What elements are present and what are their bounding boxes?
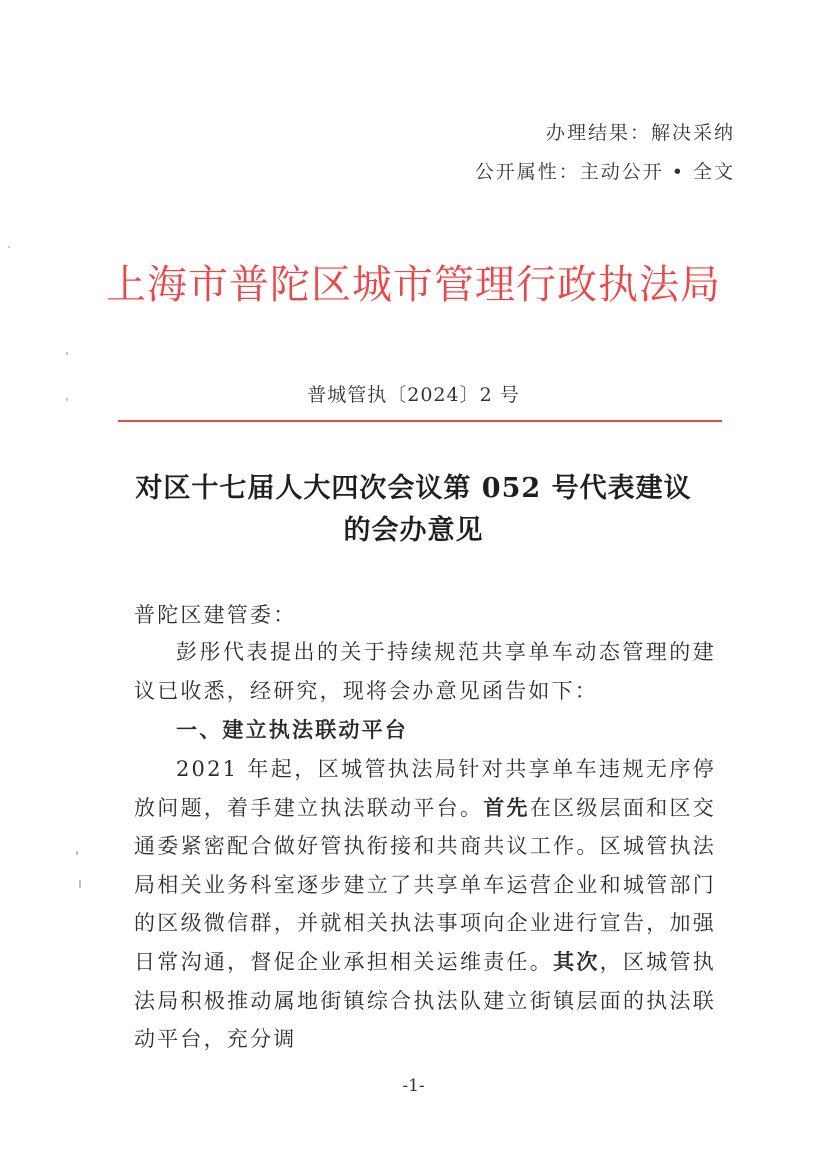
agency-name: 上海市普陀区城市管理行政执法局 xyxy=(106,262,721,308)
salutation-text: 普陀区建管委： xyxy=(134,603,297,627)
red-divider xyxy=(118,420,722,422)
emphasis-second: 其次 xyxy=(553,948,600,974)
section-text-part-2: 在区级层面和区交通委紧密配合做好管执衔接和共商共议工作。区城管执法局相关业务科室逐步建立了共享单车运营企业和城管部门的区级微信群，并就相关执法事项向企业进行宣告，加强日常沟通，督促企业承担相关运维责任。 xyxy=(134,795,717,974)
document-title xyxy=(0,468,827,552)
section-heading-text: 一、建立执法联动平台 xyxy=(176,717,408,742)
document-number: 普城管执〔2024〕2 号 xyxy=(307,384,520,406)
scan-speck xyxy=(79,880,81,888)
page-number: -1- xyxy=(402,1076,425,1096)
intro-text: 彭彤代表提出的关于持续规范共享单车动态管理的建议已收悉，经研究，现将会办意见函告如下： xyxy=(134,640,716,703)
section-paragraph-text xyxy=(134,750,716,1059)
disclosure-attribute: 公开属性：主动公开 • 全文 xyxy=(474,161,735,183)
section-paragraph xyxy=(134,750,716,1059)
handling-result: 办理结果：解决采纳 xyxy=(545,122,735,144)
scan-speck xyxy=(66,352,68,355)
section-text-part-3: ，区城管执法局积极推动属地街镇综合执法队建立街镇层面的执法联动平台，充分调 xyxy=(134,949,717,1052)
title-line-2: 的会办意见 xyxy=(343,515,484,546)
salutation xyxy=(134,596,716,635)
intro-paragraph xyxy=(134,633,716,710)
section-text-part-1: 2021 年起，区城管执法局针对共享单车违规无序停放问题，着手建立执法联动平台。 xyxy=(134,757,716,820)
scan-speck xyxy=(8,246,10,248)
emphasis-first: 首先 xyxy=(483,794,530,820)
scan-speck xyxy=(76,851,78,855)
scan-speck xyxy=(66,398,68,401)
section-heading xyxy=(134,711,716,750)
title-line-1: 对区十七届人大四次会议第 052 号代表建议 xyxy=(135,473,692,504)
